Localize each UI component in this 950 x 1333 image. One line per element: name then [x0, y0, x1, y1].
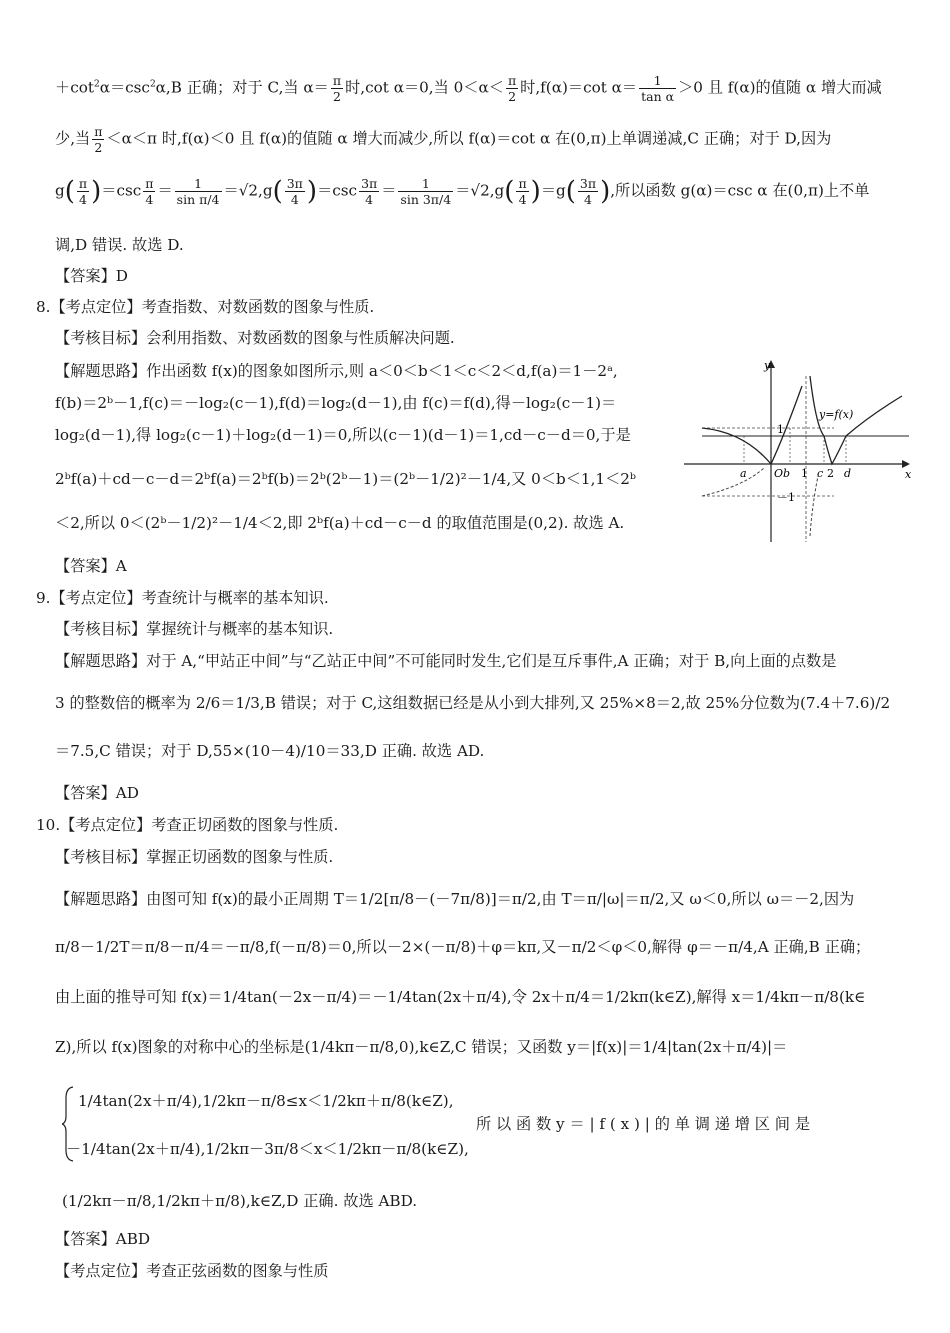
section-heading: 【考点定位】考查正弦函数的图象与性质: [55, 1262, 329, 1280]
text-line: 调,D 错误. 故选 D.: [55, 236, 184, 254]
y-axis-label: y: [764, 359, 771, 372]
graph-svg: [684, 356, 914, 542]
text-line: 由上面的推导可知 f(x)＝1/4tan(－2x－π/4)＝－1/4tan(2x＋π/4),令 2x＋π/4＝1/2kπ(k∈Z),解得 x＝1/4kπ－π/8(k∈: [55, 988, 866, 1006]
text-line: f(b)＝2ᵇ－1,f(c)＝－log₂(c－1),f(d)＝log₂(d－1),由 f(c)＝f(d),得－log₂(c－1)＝: [55, 394, 617, 412]
answer-label: 【答案】A: [55, 557, 127, 575]
text-line: Z),所以 f(x)图象的对称中心的坐标是(1/4kπ－π/8,0),k∈Z,C 错误；又函数 y＝|f(x)|＝1/4|tan(2x＋π/4)|＝: [55, 1038, 788, 1056]
point-d-label: d: [844, 467, 852, 480]
function-graph: [684, 356, 914, 542]
text-line: ＝7.5,C 错误；对于 D,55×(10－4)/10＝33,D 正确. 故选 AD.: [55, 742, 485, 760]
text-line: 1/4tan(2x＋π/4),1/2kπ－π/8≤x＜1/2kπ＋π/8(k∈Z),: [78, 1092, 454, 1110]
answer-label: 【答案】AD: [55, 784, 139, 802]
answer-label: 【答案】D: [55, 267, 128, 285]
text-line: 【考核目标】会利用指数、对数函数的图象与性质解决问题.: [55, 329, 455, 347]
text-line: 【考核目标】掌握正切函数的图象与性质.: [55, 848, 334, 866]
text-line: $+\cot^2\alpha=\csc^2\alpha,B$ 正确；对于 C,当 α＝ $\frac{\pi}{2}$ 时,cot α＝0,当 0＜α＜ $\frac{\pi}{2}$ 时,f(α)＝cot α＝ $\frac{1}{\text{tan α}}$ ＞0 且 f(α)的值随 α 增大而减: [55, 73, 882, 104]
text-line: ＜2,所以 0＜(2ᵇ－1/2)²－1/4＜2,即 2ᵇf(a)＋cd－c－d 的取值范围是(0,2). 故选 A.: [55, 514, 625, 532]
x-axis-label: x: [905, 468, 912, 481]
text-line: log₂(d－1),得 log₂(c－1)＋log₂(d－1)＝0,所以(c－1)(d－1)＝1,cd－c－d＝0,于是: [55, 426, 631, 444]
text-line: (1/2kπ－π/8,1/2kπ＋π/8),k∈Z,D 正确. 故选 ABD.: [62, 1192, 418, 1210]
text-line: g( $\frac{\pi}{4}$ )＝csc $\frac{\pi}{4}$ ＝ $\frac{1}{\text{sin π/4}}$ ＝√2,g( $\frac{3\pi}{4}$ )＝csc $\frac{3\pi}{4}$ ＝ $\frac{1}{\sin 3\pi/4}$ ＝√2,g( $\frac{\pi}{4}$ )＝g( $\frac{3\pi}{4}$ ),所以函数 g(α)＝csc α 在(0,π)上不单: [55, 176, 870, 207]
text-line: 所 以 函 数 y ＝ | f ( x ) | 的 单 调 递 增 区 间 是: [476, 1115, 811, 1133]
point-a-label: a: [740, 467, 747, 480]
curve-label: y=f(x): [819, 408, 854, 421]
text-line: －1/4tan(2x＋π/4),1/2kπ－3π/8＜x＜1/2kπ－π/8(k∈Z),: [66, 1140, 469, 1158]
text-line: 【解题思路】对于 A,“甲站正中间”与“乙站正中间”不可能同时发生,它们是互斥事件,A 正确；对于 B,向上面的点数是: [55, 652, 837, 670]
tick-neg1-label: －1: [777, 491, 795, 504]
section-heading: 8.【考点定位】考查指数、对数函数的图象与性质.: [36, 298, 375, 316]
tick-x2-label: 2: [827, 467, 834, 480]
text-line: 【考核目标】掌握统计与概率的基本知识.: [55, 620, 334, 638]
section-heading: 9.【考点定位】考查统计与概率的基本知识.: [36, 589, 329, 607]
tick-x1-label: 1: [801, 467, 808, 480]
text-line: 2ᵇf(a)＋cd－c－d＝2ᵇf(a)＝2ᵇf(b)＝2ᵇ(2ᵇ－1)＝(2ᵇ－1/2)²－1/4,又 0＜b＜1,1＜2ᵇ: [55, 470, 637, 488]
text-line: 【解题思路】由图可知 f(x)的最小正周期 T＝1/2[π/8－(－7π/8)]＝π/2,由 T＝π/|ω|＝π/2,又 ω＜0,所以 ω＝－2,因为: [55, 890, 855, 908]
point-c-label: c: [817, 467, 824, 480]
text-line: 少,当 $\frac{\pi}{2}$ ＜α＜π 时,f(α)＜0 且 f(α)的值随 α 增大而减少,所以 f(α)＝cot α 在(0,π)上单调递减,C 正确；对于 D,因为: [55, 124, 832, 155]
answer-label: 【答案】ABD: [55, 1230, 151, 1248]
text-line: 3 的整数倍的概率为 2/6＝1/3,B 错误；对于 C,这组数据已经是从小到大排列,又 25%×8＝2,故 25%分位数为(7.4＋7.6)/2: [55, 694, 891, 712]
text-line: 【解题思路】作出函数 f(x)的图象如图所示,则 a＜0＜b＜1＜c＜2＜d,f(a)＝1－2ᵃ,: [55, 362, 618, 380]
section-heading: 10.【考点定位】考查正切函数的图象与性质.: [36, 816, 339, 834]
point-ob-label: Ob: [774, 467, 791, 480]
tick-1-label: 1: [777, 423, 784, 436]
text-line: π/8－1/2T＝π/8－π/4＝－π/8,f(－π/8)＝0,所以－2×(－π/8)＋φ＝kπ,又－π/2＜φ＜0,解得 φ＝－π/4,A 正确,B 正确；: [55, 938, 871, 956]
